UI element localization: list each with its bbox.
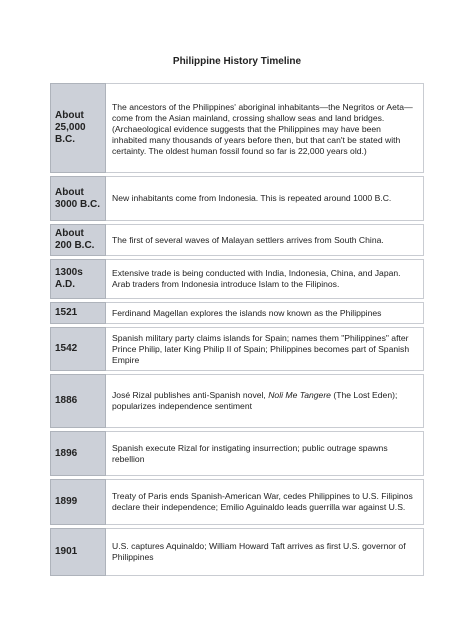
year-cell: About 3000 B.C. <box>50 176 106 221</box>
table-row <box>50 327 424 371</box>
table-row <box>50 528 424 576</box>
description-text: José Rizal publishes anti-Spanish novel, <box>112 390 269 400</box>
year-cell: 1886 <box>50 374 106 428</box>
table-row <box>50 431 424 476</box>
description-cell <box>106 374 424 428</box>
description-cell: Treaty of Paris ends Spanish-American War, cedes Philippines to U.S. Filipinos declare their independence; Emilio Aguinaldo leads guerrilla war against U.S. <box>106 479 424 525</box>
table-row <box>50 302 424 324</box>
year-cell: 1542 <box>50 327 106 371</box>
description-cell: U.S. captures Aquinaldo; William Howard Taft arrives as first U.S. governor of Philippines <box>106 528 424 576</box>
table-row <box>50 176 424 221</box>
page-title: Philippine History Timeline <box>172 56 302 67</box>
description-cell: Spanish military party claims islands for Spain; names them "Philippines" after Prince Philip, later King Philip II of Spain; Philippines becomes part of Spanish Empire <box>106 327 424 371</box>
table-row <box>50 224 424 256</box>
timeline-table <box>50 80 424 579</box>
year-cell: 1899 <box>50 479 106 525</box>
table-row <box>50 479 424 525</box>
year-cell: 1896 <box>50 431 106 476</box>
table-row <box>50 259 424 299</box>
description-text: (The Lost Eden); popularizes independence sentiment <box>112 390 398 411</box>
description-cell: Extensive trade is being conducted with India, Indonesia, China, and Japan. Arab traders from Indonesia introduce Islam to the Filipinos. <box>106 259 424 299</box>
description-cell: Spanish execute Rizal for instigating insurrection; public outrage spawns rebellion <box>106 431 424 476</box>
year-cell: 1901 <box>50 528 106 576</box>
year-cell: About 25,000 B.C. <box>50 83 106 173</box>
year-cell: About 200 B.C. <box>50 224 106 256</box>
description-cell: The ancestors of the Philippines' aboriginal inhabitants—the Negritos or Aeta—come from the Asian mainland, crossing shallow seas and land bridges. (Archaeological evidence suggests that the Philippines may have been inhabited many thousands of years before then, but that can't be stated with certainty. The oldest human fossil found so far is 22,000 years old.) <box>106 83 424 173</box>
description-cell: New inhabitants come from Indonesia. This is repeated around 1000 B.C. <box>106 176 424 221</box>
year-cell: 1521 <box>50 302 106 324</box>
novel-title: Noli Me Tangere <box>268 390 331 400</box>
description-cell: Ferdinand Magellan explores the islands now known as the Philippines <box>106 302 424 324</box>
year-cell: 1300s A.D. <box>50 259 106 299</box>
table-row <box>50 374 424 428</box>
description-cell: The first of several waves of Malayan settlers arrives from South China. <box>106 224 424 256</box>
table-row <box>50 83 424 173</box>
